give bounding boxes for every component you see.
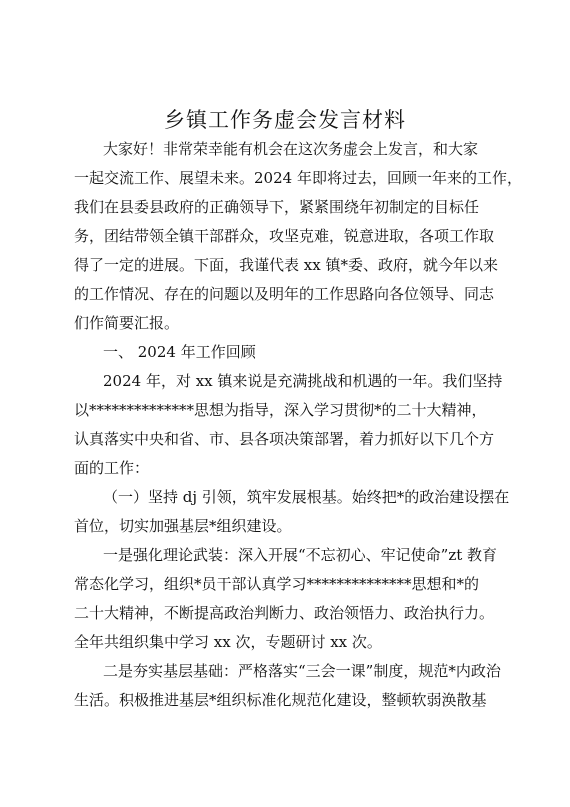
- paragraph-line: 2024 年，对 xx 镇来说是充满挑战和机遇的一年。我们坚持: [103, 372, 503, 390]
- subsection-heading: （一）坚持 dj 引领，筑牢发展根基。始终把*的政治建设摆在: [103, 488, 510, 506]
- paragraph-line: 一是强化理论武装：深入开展“不忘初心、牢记使命”zt 教育: [103, 546, 498, 564]
- document-title: 乡镇工作务虚会发言材料: [164, 108, 406, 132]
- paragraph-line: 认真落实中央和省、市、县各项决策部署，着力抓好以下几个方: [74, 430, 495, 448]
- paragraph-line: 常态化学习，组织*员干部认真学习**************思想和*的: [74, 575, 480, 593]
- paragraph-line: 首位，切实加强基层*组织建设。: [74, 517, 292, 535]
- paragraph-line: 生活。积极推进基层*组织标准化规范化建设，整顿软弱涣散基: [74, 691, 487, 709]
- paragraph-line: 以**************思想为指导，深入学习贯彻*的二十大精神，: [74, 401, 487, 419]
- paragraph-line: 全年共组织集中学习 xx 次，专题研讨 xx 次。: [74, 633, 382, 651]
- paragraph-line: 一起交流工作、展望未来。2024 年即将过去，回顾一年来的工作，: [74, 169, 522, 187]
- paragraph-line: 面的工作：: [74, 459, 150, 477]
- paragraph-line: 的工作情况、存在的问题以及明年的工作思路向各位领导、同志: [74, 285, 495, 303]
- paragraph-line: 务，团结带领全镇干部群众，攻坚克难，锐意进取，各项工作取: [74, 227, 495, 245]
- section-heading: 一、 2024 年工作回顾: [103, 343, 256, 361]
- paragraph-line: 我们在县委县政府的正确领导下，紧紧围绕年初制定的目标任: [74, 198, 480, 216]
- paragraph-line: 们作简要汇报。: [74, 314, 180, 332]
- paragraph-line: 得了一定的进展。下面，我谨代表 xx 镇*委、政府，就今年以来: [74, 256, 498, 274]
- paragraph-line: 大家好！非常荣幸能有机会在这次务虚会上发言，和大家: [103, 140, 479, 158]
- paragraph-line: 二是夯实基层基础：严格落实“三会一课”制度，规范*内政治: [103, 662, 501, 680]
- paragraph-line: 二十大精神，不断提高政治判断力、政治领悟力、政治执行力。: [74, 604, 495, 622]
